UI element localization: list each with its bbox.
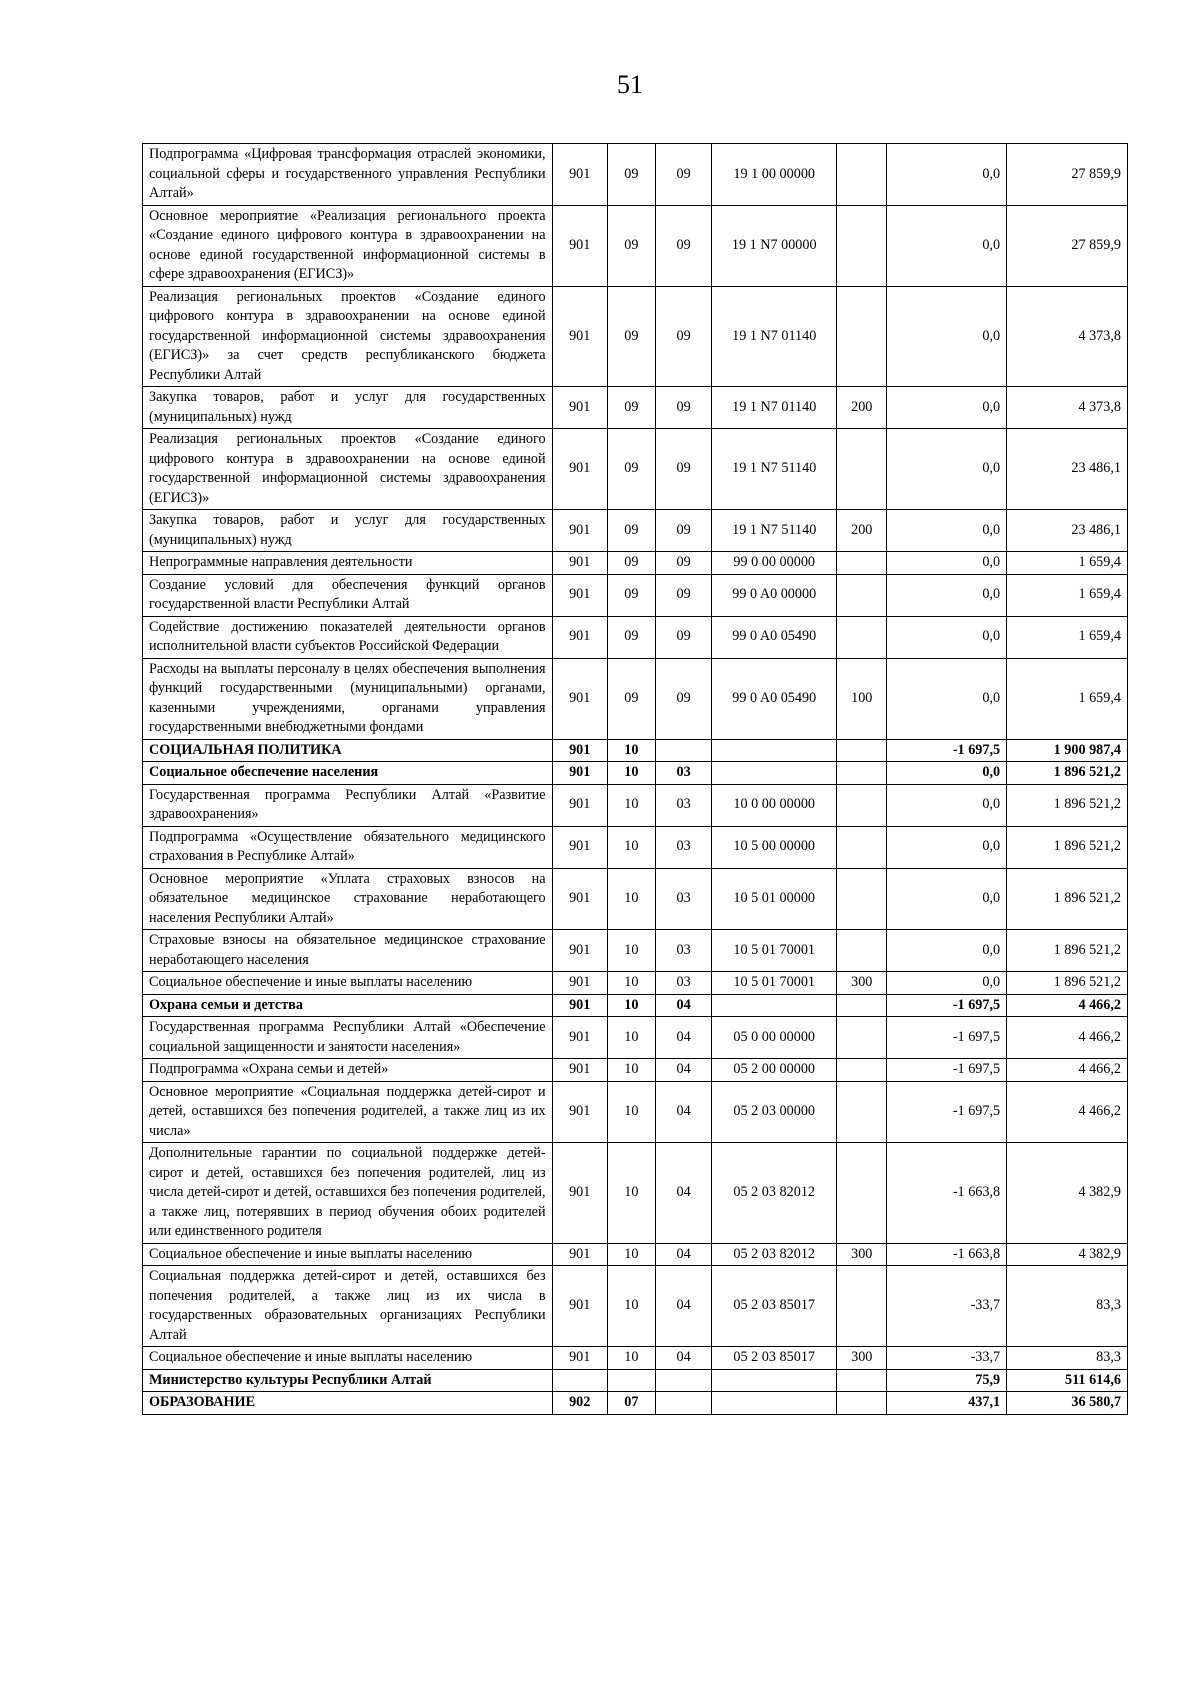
change-amount-cell: 0,0 <box>887 972 1007 995</box>
row-name-cell: Подпрограмма «Осуществление обязательного медицинского страхования в Республике Алтай» <box>143 826 553 868</box>
change-amount-cell: -1 663,8 <box>887 1243 1007 1266</box>
change-amount-cell: 0,0 <box>887 784 1007 826</box>
table-row <box>143 1081 1128 1143</box>
subsection-code-cell: 04 <box>655 1143 711 1244</box>
change-amount-cell: 0,0 <box>887 286 1007 387</box>
total-amount-cell: 1 900 987,4 <box>1007 739 1128 762</box>
subsection-code-cell: 03 <box>655 868 711 930</box>
section-code-cell: 10 <box>607 739 655 762</box>
change-amount-cell: -33,7 <box>887 1266 1007 1347</box>
section-code-cell: 09 <box>607 574 655 616</box>
grbs-code-cell: 901 <box>552 762 607 785</box>
target-article-cell: 10 5 01 00000 <box>712 868 837 930</box>
grbs-code-cell: 901 <box>552 1266 607 1347</box>
target-article-cell: 19 1 N7 00000 <box>712 205 837 286</box>
grbs-code-cell <box>552 1369 607 1392</box>
expense-type-cell <box>837 930 887 972</box>
row-name-cell: Реализация региональных проектов «Создание единого цифрового контура в здравоохранении на основе единой государственной информационной системы здравоохранения (ЕГИСЗ)» <box>143 429 553 510</box>
grbs-code-cell: 901 <box>552 994 607 1017</box>
table-row <box>143 616 1128 658</box>
total-amount-cell: 4 466,2 <box>1007 994 1128 1017</box>
section-code-cell: 10 <box>607 1081 655 1143</box>
table-row <box>143 784 1128 826</box>
subsection-code-cell: 03 <box>655 972 711 995</box>
expense-type-cell <box>837 286 887 387</box>
row-name-cell: Социальное обеспечение населения <box>143 762 553 785</box>
total-amount-cell: 1 896 521,2 <box>1007 826 1128 868</box>
expense-type-cell: 100 <box>837 658 887 739</box>
row-name-cell: Подпрограмма «Цифровая трансформация отраслей экономики, социальной сферы и государственного управления Республики Алтай» <box>143 144 553 206</box>
target-article-cell: 10 5 01 70001 <box>712 930 837 972</box>
expense-type-cell <box>837 1081 887 1143</box>
subsection-code-cell: 09 <box>655 510 711 552</box>
expense-type-cell <box>837 1266 887 1347</box>
target-article-cell: 10 5 00 00000 <box>712 826 837 868</box>
target-article-cell <box>712 1369 837 1392</box>
total-amount-cell: 1 896 521,2 <box>1007 762 1128 785</box>
expense-type-cell <box>837 784 887 826</box>
total-amount-cell: 4 382,9 <box>1007 1243 1128 1266</box>
expense-type-cell <box>837 1059 887 1082</box>
grbs-code-cell: 901 <box>552 574 607 616</box>
table-row <box>143 1347 1128 1370</box>
change-amount-cell: -1 697,5 <box>887 1059 1007 1082</box>
change-amount-cell: 75,9 <box>887 1369 1007 1392</box>
grbs-code-cell: 901 <box>552 205 607 286</box>
change-amount-cell: 0,0 <box>887 658 1007 739</box>
total-amount-cell: 36 580,7 <box>1007 1392 1128 1415</box>
table-row <box>143 144 1128 206</box>
target-article-cell: 99 0 00 00000 <box>712 552 837 575</box>
subsection-code-cell: 03 <box>655 930 711 972</box>
change-amount-cell: -1 697,5 <box>887 739 1007 762</box>
grbs-code-cell: 901 <box>552 1081 607 1143</box>
grbs-code-cell: 901 <box>552 739 607 762</box>
table-row <box>143 658 1128 739</box>
grbs-code-cell: 901 <box>552 286 607 387</box>
section-code-cell: 10 <box>607 1347 655 1370</box>
table-row <box>143 510 1128 552</box>
row-name-cell: Социальное обеспечение и иные выплаты населению <box>143 1243 553 1266</box>
section-code-cell: 10 <box>607 868 655 930</box>
change-amount-cell: -1 697,5 <box>887 1081 1007 1143</box>
total-amount-cell: 1 659,4 <box>1007 616 1128 658</box>
change-amount-cell: 0,0 <box>887 930 1007 972</box>
target-article-cell: 19 1 N7 01140 <box>712 286 837 387</box>
row-name-cell: Основное мероприятие «Уплата страховых взносов на обязательное медицинское страхование неработающего населения Республики Алтай» <box>143 868 553 930</box>
target-article-cell <box>712 1392 837 1415</box>
change-amount-cell: 0,0 <box>887 552 1007 575</box>
table-row <box>143 552 1128 575</box>
total-amount-cell: 4 466,2 <box>1007 1081 1128 1143</box>
change-amount-cell: -1 697,5 <box>887 994 1007 1017</box>
total-amount-cell: 1 896 521,2 <box>1007 868 1128 930</box>
subsection-code-cell: 04 <box>655 1017 711 1059</box>
grbs-code-cell: 902 <box>552 1392 607 1415</box>
expense-type-cell <box>837 616 887 658</box>
section-code-cell: 09 <box>607 205 655 286</box>
change-amount-cell: -33,7 <box>887 1347 1007 1370</box>
total-amount-cell: 1 896 521,2 <box>1007 784 1128 826</box>
total-amount-cell: 1 659,4 <box>1007 552 1128 575</box>
grbs-code-cell: 901 <box>552 429 607 510</box>
grbs-code-cell: 901 <box>552 1243 607 1266</box>
row-name-cell: Государственная программа Республики Алтай «Обеспечение социальной защищенности и занятости населения» <box>143 1017 553 1059</box>
change-amount-cell: 0,0 <box>887 429 1007 510</box>
change-amount-cell: 0,0 <box>887 868 1007 930</box>
section-code-cell: 10 <box>607 972 655 995</box>
section-code-cell: 10 <box>607 1243 655 1266</box>
table-row <box>143 429 1128 510</box>
expense-type-cell: 200 <box>837 510 887 552</box>
expense-type-cell <box>837 1392 887 1415</box>
total-amount-cell: 4 382,9 <box>1007 1143 1128 1244</box>
section-code-cell: 09 <box>607 552 655 575</box>
section-code-cell: 10 <box>607 994 655 1017</box>
total-amount-cell: 511 614,6 <box>1007 1369 1128 1392</box>
table-row <box>143 1369 1128 1392</box>
grbs-code-cell: 901 <box>552 616 607 658</box>
table-row <box>143 1059 1128 1082</box>
total-amount-cell: 27 859,9 <box>1007 205 1128 286</box>
target-article-cell: 05 2 03 82012 <box>712 1143 837 1244</box>
page-number: 51 <box>617 70 643 99</box>
target-article-cell: 99 0 A0 05490 <box>712 658 837 739</box>
table-row <box>143 1392 1128 1415</box>
subsection-code-cell: 09 <box>655 387 711 429</box>
row-name-cell: Реализация региональных проектов «Создание единого цифрового контура в здравоохранении на основе единой государственной информационной системы здравоохранения (ЕГИСЗ)» за счет средств республиканского бюджета Республики Алтай <box>143 286 553 387</box>
section-code-cell: 09 <box>607 286 655 387</box>
expense-type-cell <box>837 994 887 1017</box>
target-article-cell: 99 0 A0 00000 <box>712 574 837 616</box>
expense-type-cell <box>837 1143 887 1244</box>
table-row <box>143 972 1128 995</box>
table-row <box>143 1017 1128 1059</box>
total-amount-cell: 1 896 521,2 <box>1007 930 1128 972</box>
total-amount-cell: 1 659,4 <box>1007 658 1128 739</box>
subsection-code-cell: 09 <box>655 429 711 510</box>
subsection-code-cell: 09 <box>655 616 711 658</box>
row-name-cell: Социальное обеспечение и иные выплаты населению <box>143 1347 553 1370</box>
target-article-cell: 19 1 N7 01140 <box>712 387 837 429</box>
table-row <box>143 1143 1128 1244</box>
section-code-cell: 10 <box>607 1017 655 1059</box>
subsection-code-cell: 09 <box>655 574 711 616</box>
target-article-cell: 05 2 03 85017 <box>712 1347 837 1370</box>
expense-type-cell <box>837 429 887 510</box>
row-name-cell: СОЦИАЛЬНАЯ ПОЛИТИКА <box>143 739 553 762</box>
target-article-cell: 19 1 N7 51140 <box>712 429 837 510</box>
expense-type-cell: 300 <box>837 972 887 995</box>
target-article-cell: 10 5 01 70001 <box>712 972 837 995</box>
target-article-cell <box>712 739 837 762</box>
expense-type-cell <box>837 144 887 206</box>
total-amount-cell: 4 466,2 <box>1007 1017 1128 1059</box>
table-row <box>143 739 1128 762</box>
expense-type-cell <box>837 868 887 930</box>
total-amount-cell: 1 659,4 <box>1007 574 1128 616</box>
total-amount-cell: 4 373,8 <box>1007 387 1128 429</box>
row-name-cell: Социальная поддержка детей-сирот и детей, оставшихся без попечения родителей, а также лиц из их числа в государственных образовательных организациях Республики Алтай <box>143 1266 553 1347</box>
subsection-code-cell: 04 <box>655 1081 711 1143</box>
section-code-cell <box>607 1369 655 1392</box>
grbs-code-cell: 901 <box>552 552 607 575</box>
subsection-code-cell: 09 <box>655 286 711 387</box>
change-amount-cell: 0,0 <box>887 762 1007 785</box>
grbs-code-cell: 901 <box>552 784 607 826</box>
total-amount-cell: 23 486,1 <box>1007 429 1128 510</box>
row-name-cell: Министерство культуры Республики Алтай <box>143 1369 553 1392</box>
target-article-cell <box>712 994 837 1017</box>
row-name-cell: Закупка товаров, работ и услуг для государственных (муниципальных) нужд <box>143 510 553 552</box>
change-amount-cell: 0,0 <box>887 616 1007 658</box>
budget-table-body <box>143 144 1128 1415</box>
row-name-cell: Основное мероприятие «Социальная поддержка детей-сирот и детей, оставшихся без попечения родителей, а также лиц из их числа» <box>143 1081 553 1143</box>
subsection-code-cell: 04 <box>655 994 711 1017</box>
row-name-cell: Охрана семьи и детства <box>143 994 553 1017</box>
expense-type-cell <box>837 739 887 762</box>
grbs-code-cell: 901 <box>552 658 607 739</box>
section-code-cell: 09 <box>607 429 655 510</box>
subsection-code-cell: 09 <box>655 658 711 739</box>
change-amount-cell: 0,0 <box>887 510 1007 552</box>
subsection-code-cell: 04 <box>655 1059 711 1082</box>
change-amount-cell: -1 697,5 <box>887 1017 1007 1059</box>
total-amount-cell: 4 466,2 <box>1007 1059 1128 1082</box>
table-row <box>143 762 1128 785</box>
section-code-cell: 10 <box>607 1059 655 1082</box>
table-row <box>143 387 1128 429</box>
table-row <box>143 1266 1128 1347</box>
grbs-code-cell: 901 <box>552 826 607 868</box>
section-code-cell: 07 <box>607 1392 655 1415</box>
expense-type-cell: 300 <box>837 1347 887 1370</box>
section-code-cell: 10 <box>607 762 655 785</box>
target-article-cell: 99 0 A0 05490 <box>712 616 837 658</box>
section-code-cell: 10 <box>607 1143 655 1244</box>
table-row <box>143 574 1128 616</box>
table-row <box>143 1243 1128 1266</box>
grbs-code-cell: 901 <box>552 930 607 972</box>
change-amount-cell: 0,0 <box>887 144 1007 206</box>
total-amount-cell: 83,3 <box>1007 1347 1128 1370</box>
expense-type-cell <box>837 205 887 286</box>
target-article-cell <box>712 762 837 785</box>
grbs-code-cell: 901 <box>552 1059 607 1082</box>
section-code-cell: 09 <box>607 387 655 429</box>
section-code-cell: 09 <box>607 616 655 658</box>
change-amount-cell: 0,0 <box>887 574 1007 616</box>
expense-type-cell: 200 <box>837 387 887 429</box>
total-amount-cell: 23 486,1 <box>1007 510 1128 552</box>
target-article-cell: 05 0 00 00000 <box>712 1017 837 1059</box>
grbs-code-cell: 901 <box>552 1347 607 1370</box>
subsection-code-cell <box>655 1392 711 1415</box>
change-amount-cell: -1 663,8 <box>887 1143 1007 1244</box>
expense-type-cell <box>837 574 887 616</box>
expense-type-cell <box>837 762 887 785</box>
table-row <box>143 826 1128 868</box>
grbs-code-cell: 901 <box>552 972 607 995</box>
expense-type-cell: 300 <box>837 1243 887 1266</box>
row-name-cell: Содействие достижению показателей деятельности органов исполнительной власти субъектов Российской Федерации <box>143 616 553 658</box>
row-name-cell: Основное мероприятие «Реализация регионального проекта «Создание единого цифрового контура в здравоохранении на основе единой государственной информационной системы в сфере здравоохранения (ЕГИСЗ)» <box>143 205 553 286</box>
grbs-code-cell: 901 <box>552 387 607 429</box>
target-article-cell: 05 2 00 00000 <box>712 1059 837 1082</box>
expense-type-cell <box>837 1369 887 1392</box>
row-name-cell: Создание условий для обеспечения функций органов государственной власти Республики Алтай <box>143 574 553 616</box>
subsection-code-cell: 04 <box>655 1243 711 1266</box>
target-article-cell: 19 1 N7 51140 <box>712 510 837 552</box>
subsection-code-cell: 09 <box>655 552 711 575</box>
subsection-code-cell: 09 <box>655 205 711 286</box>
table-row <box>143 286 1128 387</box>
row-name-cell: Социальное обеспечение и иные выплаты населению <box>143 972 553 995</box>
row-name-cell: Закупка товаров, работ и услуг для государственных (муниципальных) нужд <box>143 387 553 429</box>
subsection-code-cell: 03 <box>655 826 711 868</box>
change-amount-cell: 0,0 <box>887 205 1007 286</box>
row-name-cell: Государственная программа Республики Алтай «Развитие здравоохранения» <box>143 784 553 826</box>
row-name-cell: Дополнительные гарантии по социальной поддержке детей-сирот и детей, оставшихся без попечения родителей, лиц из числа детей-сирот и детей, оставшихся без попечения родителей, а также лиц, потерявших в период обучения обоих родителей или единственного родителя <box>143 1143 553 1244</box>
change-amount-cell: 0,0 <box>887 826 1007 868</box>
target-article-cell: 10 0 00 00000 <box>712 784 837 826</box>
section-code-cell: 09 <box>607 510 655 552</box>
table-row <box>143 930 1128 972</box>
target-article-cell: 05 2 03 85017 <box>712 1266 837 1347</box>
grbs-code-cell: 901 <box>552 144 607 206</box>
budget-table <box>142 143 1128 1415</box>
section-code-cell: 09 <box>607 144 655 206</box>
subsection-code-cell: 04 <box>655 1266 711 1347</box>
section-code-cell: 10 <box>607 930 655 972</box>
grbs-code-cell: 901 <box>552 510 607 552</box>
row-name-cell: Страховые взносы на обязательное медицинское страхование неработающего населения <box>143 930 553 972</box>
expense-type-cell <box>837 826 887 868</box>
table-row <box>143 994 1128 1017</box>
total-amount-cell: 27 859,9 <box>1007 144 1128 206</box>
subsection-code-cell: 09 <box>655 144 711 206</box>
expense-type-cell <box>837 1017 887 1059</box>
row-name-cell: ОБРАЗОВАНИЕ <box>143 1392 553 1415</box>
subsection-code-cell: 03 <box>655 762 711 785</box>
section-code-cell: 10 <box>607 826 655 868</box>
section-code-cell: 10 <box>607 784 655 826</box>
total-amount-cell: 1 896 521,2 <box>1007 972 1128 995</box>
row-name-cell: Расходы на выплаты персоналу в целях обеспечения выполнения функций государственными (муниципальными) органами, казенными учреждениями, органами управления государственными внебюджетными фондами <box>143 658 553 739</box>
expense-type-cell <box>837 552 887 575</box>
subsection-code-cell <box>655 739 711 762</box>
row-name-cell: Непрограммные направления деятельности <box>143 552 553 575</box>
table-row <box>143 868 1128 930</box>
change-amount-cell: 437,1 <box>887 1392 1007 1415</box>
target-article-cell: 05 2 03 82012 <box>712 1243 837 1266</box>
grbs-code-cell: 901 <box>552 868 607 930</box>
subsection-code-cell: 04 <box>655 1347 711 1370</box>
target-article-cell: 19 1 00 00000 <box>712 144 837 206</box>
subsection-code-cell <box>655 1369 711 1392</box>
subsection-code-cell: 03 <box>655 784 711 826</box>
target-article-cell: 05 2 03 00000 <box>712 1081 837 1143</box>
section-code-cell: 10 <box>607 1266 655 1347</box>
table-row <box>143 205 1128 286</box>
section-code-cell: 09 <box>607 658 655 739</box>
grbs-code-cell: 901 <box>552 1017 607 1059</box>
total-amount-cell: 83,3 <box>1007 1266 1128 1347</box>
row-name-cell: Подпрограмма «Охрана семьи и детей» <box>143 1059 553 1082</box>
grbs-code-cell: 901 <box>552 1143 607 1244</box>
change-amount-cell: 0,0 <box>887 387 1007 429</box>
total-amount-cell: 4 373,8 <box>1007 286 1128 387</box>
